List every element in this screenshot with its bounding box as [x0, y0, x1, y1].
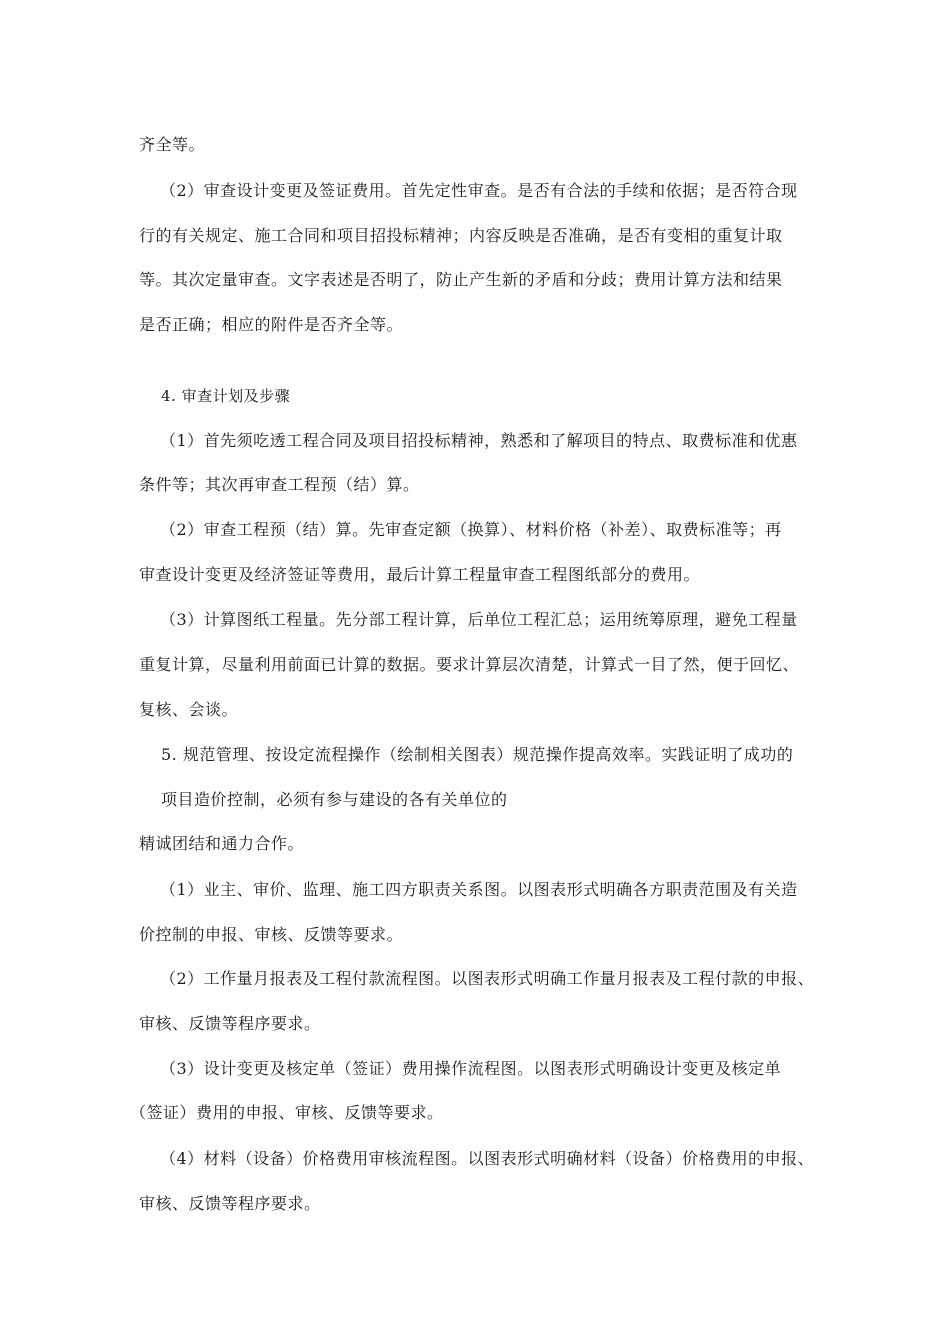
text-line: 是否正确；相应的附件是否齐全等。 [139, 315, 404, 334]
paragraph-line: （2）审查工程预（结）算。先审查定额（换算）、材料价格（补差）、取费标准等；再 [160, 520, 782, 539]
text-line: 审查设计变更及经济签证等费用，最后计算工程量审查工程图纸部分的费用。 [139, 565, 701, 584]
text-line: 审核、反馈等程序要求。 [139, 1194, 321, 1213]
text-line: 价控制的申报、审核、反馈等要求。 [139, 925, 404, 944]
text-line: 等。其次定量审查。文字表述是否明了，防止产生新的矛盾和分歧；费用计算方法和结果 [139, 270, 783, 289]
text-line: 行的有关规定、施工合同和项目招投标精神；内容反映是否准确，是否有变相的重复计取 [139, 226, 783, 245]
text-line: 重复计算，尽量利用前面已计算的数据。要求计算层次清楚，计算式一目了然，便于回忆、 [139, 655, 800, 674]
text-line: 审核、反馈等程序要求。 [139, 1014, 321, 1033]
text-line: 项目造价控制，必须有参与建设的各有关单位的 [161, 790, 508, 809]
text-line: （签证）费用的申报、审核、反馈等要求。 [130, 1103, 444, 1122]
paragraph-line: （1）首先须吃透工程合同及项目招投标精神，熟悉和了解项目的特点、取费标准和优惠 [160, 431, 798, 450]
section-heading: 5. 规范管理、按设定流程操作（绘制相关图表）规范操作提高效率。实践证明了成功的 [161, 745, 794, 764]
paragraph-line: （2）工作量月报表及工程付款流程图。以图表形式明确工作量月报表及工程付款的申报、 [160, 969, 815, 988]
paragraph-line: （3）计算图纸工程量。先分部工程计算，后单位工程汇总；运用统筹原理，避免工程量 [160, 610, 798, 629]
paragraph-line: （1）业主、审价、监理、施工四方职责关系图。以图表形式明确各方职责范围及有关造 [160, 880, 798, 899]
paragraph-line: （2）审查设计变更及签证费用。首先定性审查。是否有合法的手续和依据；是否符合现 [160, 181, 798, 200]
section-heading: 4. 审查计划及步骤 [161, 387, 291, 405]
text-line: 精诚团结和通力合作。 [139, 834, 305, 853]
paragraph-line: （3）设计变更及核定单（签证）费用操作流程图。以图表形式明确设计变更及核定单 [160, 1059, 782, 1078]
paragraph-line: （4）材料（设备）价格费用审核流程图。以图表形式明确材料（设备）价格费用的申报、 [160, 1149, 815, 1168]
text-line: 条件等；其次再审查工程预（结）算。 [139, 475, 420, 494]
text-line: 齐全等。 [139, 135, 206, 154]
text-line: 复核、会谈。 [139, 700, 239, 719]
